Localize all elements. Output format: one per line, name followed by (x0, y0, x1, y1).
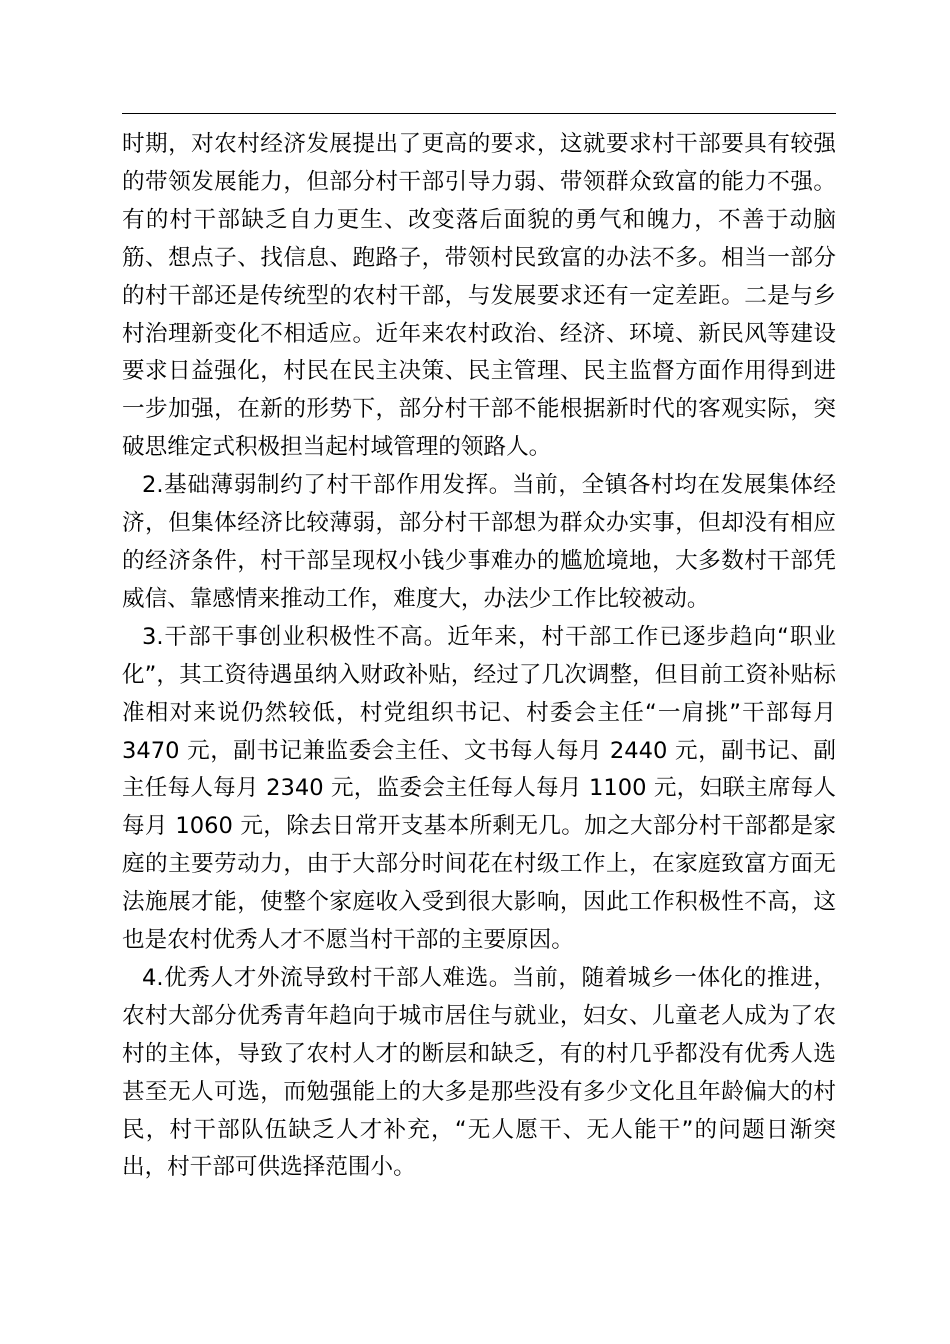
paragraph-2: 2.基础薄弱制约了村干部作用发挥。当前，全镇各村均在发展集体经济，但集体经济比较薄弱，部分村干部想为群众办实事，但却没有相应的经济条件，村干部呈现权小钱少事难办的尴尬境地，大多数村干部凭威信、靠感情来推动工作，难度大，办法少工作比较被动。 (122, 472, 836, 612)
paragraph-continuation: 时期，对农村经济发展提出了更高的要求，这就要求村干部要具有较强的带领发展能力，但部分村干部引导力弱、带领群众致富的能力不强。有的村干部缺乏自力更生、改变落后面貌的勇气和魄力，不善于动脑筋、想点子、找信息、跑路子，带领村民致富的办法不多。相当一部分的村干部还是传统型的农村干部，与发展要求还有一定差距。二是与乡村治理新变化不相适应。近年来农村政治、经济、环境、新民风等建设要求日益强化，村民在民主决策、民主管理、民主监督方面作用得到进一步加强，在新的形势下，部分村干部不能根据新时代的客观实际，突破思维定式积极担当起村域管理的领路人。 (122, 131, 836, 461)
document-body (122, 126, 836, 1187)
paragraph-4: 4.优秀人才外流导致村干部人难选。当前，随着城乡一体化的推进，农村大部分优秀青年趋向于城市居住与就业，妇女、儿童老人成为了农村的主体，导致了农村人才的断层和缺乏，有的村几乎都没有优秀人选甚至无人可选，而勉强能上的大多是那些没有多少文化且年龄偏大的村民，村干部队伍缺乏人才补充，“无人愿干、无人能干”的问题日渐突出，村干部可供选择范围小。 (122, 964, 836, 1181)
header-divider (122, 113, 836, 114)
paragraph-3: 3.干部干事创业积极性不高。近年来，村干部工作已逐步趋向“职业化”，其工资待遇虽纳入财政补贴，经过了几次调整，但目前工资补贴标准相对来说仍然较低，村党组织书记、村委会主任“一肩挑”干部每月 3470 元，副书记兼监委会主任、文书每人每月 2440 元，副书记、副主任每人每月 2340 元，监委会主任每人每月 1100 元，妇联主席每人每月 1060 元，除去日常开支基本所剩无几。加之大部分村干部都是家庭的主要劳动力，由于大部分时间花在村级工作上，在家庭致富方面无法施展才能，使整个家庭收入受到很大影响，因此工作积极性不高，这也是农村优秀人才不愿当村干部的主要原因。 (122, 623, 836, 954)
